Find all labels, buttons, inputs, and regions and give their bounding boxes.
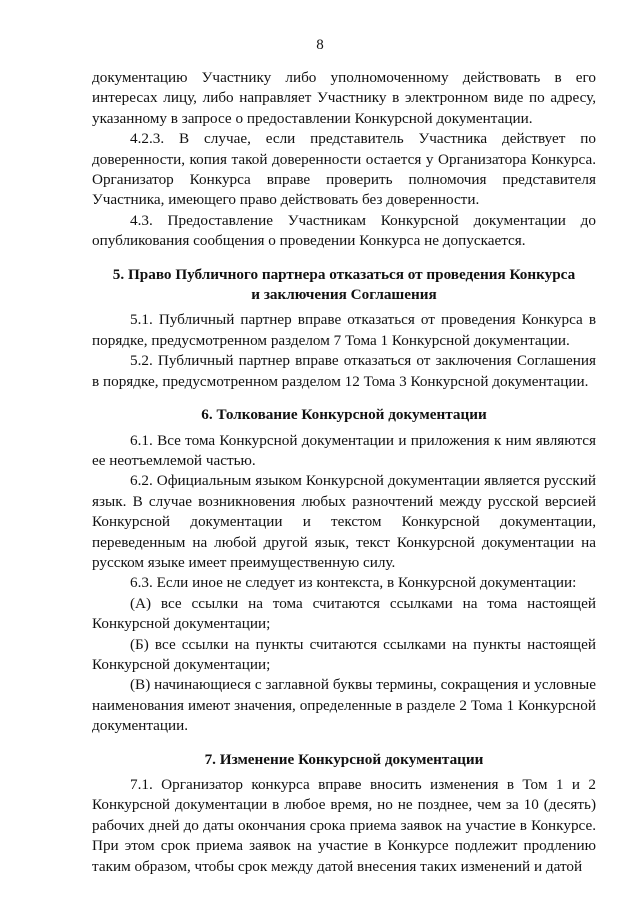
paragraph-5-2: 5.2. Публичный партнер вправе отказаться от заключения Соглашения в порядке, предусмотренном разделом 12 Тома 3 Конкурсной документации. — [92, 352, 596, 390]
section-7-heading: 7. Изменение Конкурсной документации — [204, 750, 484, 768]
paragraph-6-2: 6.2. Официальным языком Конкурсной документации является русский язык. В случае возникновения любых разночтений между русской версией Конкурсной документации и текстом Конкурсной документации, переведенным на любой другой язык, текст Конкурсной документации на русском языке имеет преимущественную силу. — [92, 472, 596, 571]
page-number: 8 — [316, 37, 324, 53]
paragraph-7-1: 7.1. Организатор конкурса вправе вносить изменения в Том 1 и 2 Конкурсной документации в любое время, но не позднее, чем за 10 (десять) рабочих дней до даты окончания срока приема заявок на участие в Конкурсе. При этом срок приема заявок на участие в Конкурсе подлежит продлению таким образом, чтобы срок между датой внесения таких изменений и датой — [92, 776, 596, 875]
paragraph-6-3-c: (В) начинающиеся с заглавной буквы термины, сокращения и условные наименования имеют значения, определенные в разделе 2 Тома 1 Конкурсной документации. — [92, 676, 596, 735]
section-5-heading-line-1: 5. Право Публичного партнера отказаться от проведения Конкурса — [112, 265, 576, 283]
paragraph-5-1: 5.1. Публичный партнер вправе отказаться от проведения Конкурса в порядке, предусмотренном разделом 7 Тома 1 Конкурсной документации. — [92, 311, 596, 349]
section-5-heading-line-2: и заключения Соглашения — [251, 286, 437, 304]
document-body — [92, 68, 596, 877]
paragraph-4-2-3: 4.2.3. В случае, если представитель Участника действует по доверенности, копия такой доверенности остается у Организатора Конкурса. Организатор Конкурса вправе проверить полномочия представителя Участника, имеющего право действовать без доверенности. — [92, 130, 596, 209]
paragraph-4-3: 4.3. Предоставление Участникам Конкурсной документации до опубликования сообщения о проведении Конкурса не допускается. — [92, 211, 596, 250]
paragraph-6-1: 6.1. Все тома Конкурсной документации и приложения к ним являются ее неотъемлемой частью. — [92, 431, 596, 469]
section-6-heading: 6. Толкование Конкурсной документации — [201, 406, 487, 424]
paragraph-6-3: 6.3. Если иное не следует из контекста, в Конкурсной документации: — [130, 574, 577, 592]
paragraph-6-3-b: (Б) все ссылки на пункты считаются ссылками на пункты настоящей Конкурсной документации; — [92, 635, 596, 673]
section-5-heading — [92, 265, 596, 306]
paragraph-6-3-a: (А) все ссылки на тома считаются ссылками на тома настоящей Конкурсной документации; — [92, 594, 596, 633]
paragraph-continuation: документацию Участнику либо уполномоченному действовать в его интересах лицу, либо направляет Участнику в электронном виде по адресу, указанному в запросе о предоставлении Конкурсной документации. — [92, 69, 596, 127]
